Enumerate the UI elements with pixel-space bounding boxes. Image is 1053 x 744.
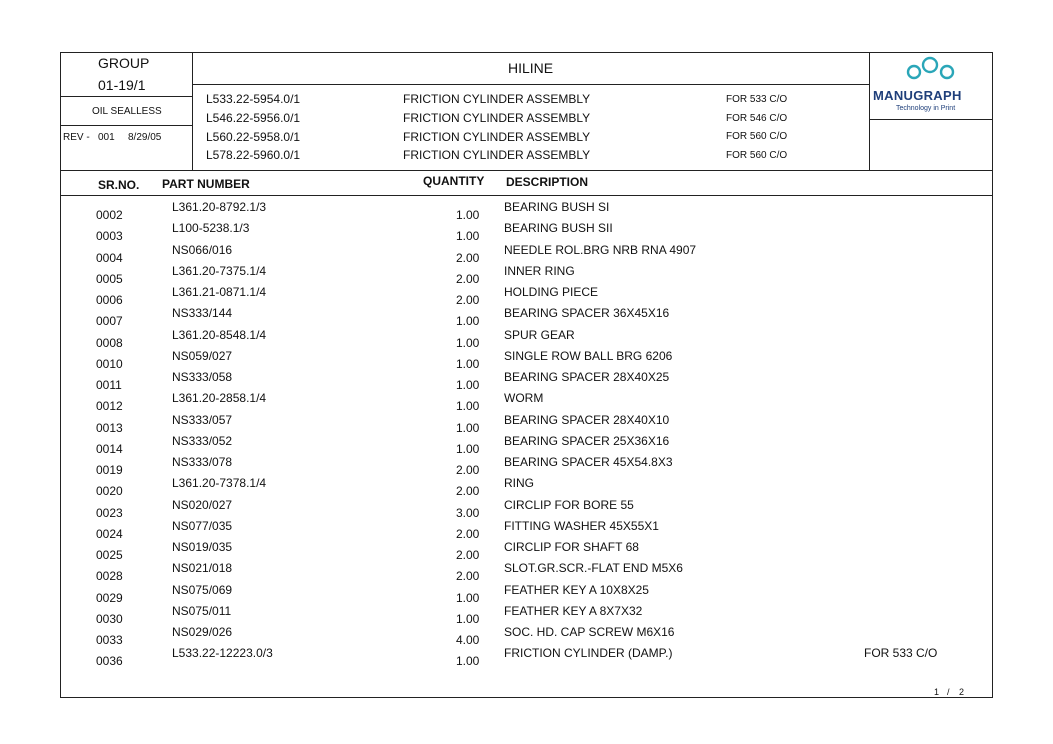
table-row — [0, 583, 1053, 604]
row-srno: 0028 — [96, 569, 123, 584]
divider — [60, 170, 993, 171]
row-quantity: 1.00 — [456, 208, 480, 222]
row-srno: 0012 — [96, 399, 123, 414]
row-srno: 0003 — [96, 229, 123, 244]
row-quantity: 2.00 — [456, 548, 480, 562]
row-quantity: 1.00 — [456, 590, 480, 605]
table-row — [0, 328, 1053, 349]
table-row — [0, 391, 1053, 412]
row-srno: 0006 — [96, 293, 123, 307]
row-description: INNER RING — [504, 263, 575, 278]
row-srno: 0033 — [96, 633, 123, 647]
row-description: RING — [504, 476, 534, 491]
table-row — [0, 604, 1053, 625]
row-part-number: L361.20-8792.1/3 — [172, 200, 267, 214]
revision-label: REV - — [63, 132, 90, 143]
page-total: 2 — [959, 687, 965, 697]
row-srno: 0005 — [96, 271, 123, 286]
assembly-part-number: L546.22-5956.0/1 — [206, 111, 301, 125]
row-srno: 0007 — [96, 314, 123, 329]
table-row — [0, 243, 1053, 264]
row-part-number: NS333/078 — [172, 455, 233, 469]
row-part-number: L361.20-2858.1/4 — [172, 391, 267, 406]
row-quantity: 1.00 — [456, 399, 480, 414]
row-part-number: NS077/035 — [172, 518, 233, 533]
document-title: HILINE — [508, 60, 554, 76]
assembly-description: FRICTION CYLINDER ASSEMBLY — [403, 92, 591, 106]
revision-date: 8/29/05 — [128, 132, 162, 143]
divider — [869, 119, 993, 120]
row-quantity: 2.00 — [456, 526, 480, 541]
divider — [192, 84, 869, 85]
row-quantity: 1.00 — [456, 420, 480, 435]
row-part-number: NS333/057 — [172, 412, 233, 427]
row-description: BEARING SPACER 25X36X16 — [504, 433, 670, 448]
row-srno: 0013 — [96, 420, 123, 435]
row-part-number: L361.21-0871.1/4 — [172, 285, 267, 299]
row-quantity: 2.00 — [456, 484, 480, 499]
table-row — [0, 349, 1053, 370]
row-part-number: L100-5238.1/3 — [172, 221, 250, 236]
table-row — [0, 306, 1053, 327]
table-row — [0, 540, 1053, 561]
row-quantity: 4.00 — [456, 633, 480, 647]
divider — [60, 125, 192, 126]
row-description: WORM — [504, 391, 544, 406]
row-description: CIRCLIP FOR SHAFT 68 — [504, 540, 639, 554]
table-row — [0, 264, 1053, 285]
row-srno: 0036 — [96, 654, 123, 669]
divider — [60, 96, 192, 97]
row-description: CIRCLIP FOR BORE 55 — [504, 497, 634, 512]
row-description: FITTING WASHER 45X55X1 — [504, 518, 659, 533]
row-part-number: NS029/026 — [172, 625, 233, 639]
table-row — [0, 625, 1053, 646]
row-quantity: 3.00 — [456, 505, 480, 520]
table-row — [0, 434, 1053, 455]
row-part-number: NS021/018 — [172, 561, 233, 576]
row-quantity: 2.00 — [456, 463, 480, 477]
row-quantity: 1.00 — [456, 229, 480, 244]
row-note: FOR 533 C/O — [864, 646, 938, 661]
row-description: FRICTION CYLINDER (DAMP.) — [504, 646, 673, 661]
row-srno: 0002 — [96, 208, 123, 222]
row-quantity: 1.00 — [456, 654, 480, 669]
table-row — [0, 455, 1053, 476]
row-srno: 0020 — [96, 484, 123, 499]
revision-number: 001 — [98, 132, 115, 143]
row-description: SINGLE ROW BALL BRG 6206 — [504, 348, 673, 363]
row-part-number: L361.20-7375.1/4 — [172, 263, 267, 278]
row-description: BEARING SPACER 45X54.8X3 — [504, 455, 673, 469]
column-header-part-number: PART NUMBER — [162, 177, 250, 191]
table-row — [0, 413, 1053, 434]
row-part-number: NS020/027 — [172, 497, 233, 512]
table-row — [0, 476, 1053, 497]
row-srno: 0014 — [96, 441, 123, 456]
row-srno: 0025 — [96, 548, 123, 562]
row-description: BEARING BUSH SII — [504, 221, 613, 236]
row-quantity: 2.00 — [456, 569, 480, 584]
page-separator: / — [947, 687, 950, 697]
table-row — [0, 370, 1053, 391]
table-row — [0, 646, 1053, 667]
row-quantity: 2.00 — [456, 250, 480, 265]
row-part-number: NS066/016 — [172, 242, 233, 257]
row-part-number: L361.20-7378.1/4 — [172, 476, 267, 491]
logo-wordmark: MANUGRAPH — [873, 88, 962, 103]
divider — [60, 195, 993, 196]
row-part-number: NS019/035 — [172, 540, 233, 554]
row-description: SPUR GEAR — [504, 327, 575, 342]
row-description: SOC. HD. CAP SCREW M6X16 — [504, 625, 675, 639]
row-srno: 0010 — [96, 356, 123, 371]
row-description: BEARING SPACER 28X40X25 — [504, 370, 670, 384]
group-label: GROUP — [98, 55, 150, 71]
table-row — [0, 285, 1053, 306]
row-quantity: 1.00 — [456, 378, 480, 392]
column-header-quantity: QUANTITY — [423, 174, 485, 188]
row-description: FEATHER KEY A 8X7X32 — [504, 603, 643, 618]
logo-tagline: Technology in Print — [896, 105, 956, 112]
manugraph-logo — [872, 54, 988, 118]
row-srno: 0023 — [96, 505, 123, 520]
row-srno: 0019 — [96, 463, 123, 477]
column-header-srno: SR.NO. — [98, 178, 140, 192]
row-part-number: NS333/052 — [172, 433, 233, 448]
assembly-part-number: L533.22-5954.0/1 — [206, 92, 301, 106]
row-srno: 0029 — [96, 590, 123, 605]
row-quantity: 1.00 — [456, 335, 480, 350]
row-part-number: NS333/058 — [172, 370, 233, 384]
row-srno: 0030 — [96, 611, 123, 626]
row-quantity: 2.00 — [456, 293, 480, 307]
row-srno: 0011 — [96, 378, 122, 392]
row-srno: 0008 — [96, 335, 123, 350]
row-description: BEARING SPACER 36X45X16 — [504, 306, 670, 321]
row-quantity: 1.00 — [456, 314, 480, 329]
row-part-number: NS075/011 — [172, 603, 232, 618]
row-quantity: 1.00 — [456, 611, 480, 626]
assembly-part-number: L560.22-5958.0/1 — [206, 130, 301, 144]
table-row — [0, 561, 1053, 582]
assembly-note: FOR 560 C/O — [726, 131, 788, 142]
row-quantity: 1.00 — [456, 441, 480, 456]
row-description: BEARING SPACER 28X40X10 — [504, 412, 670, 427]
column-header-description: DESCRIPTION — [506, 175, 589, 189]
row-description: NEEDLE ROL.BRG NRB RNA 4907 — [504, 242, 697, 257]
row-description: SLOT.GR.SCR.-FLAT END M5X6 — [504, 561, 683, 576]
row-srno: 0004 — [96, 250, 123, 265]
row-description: FEATHER KEY A 10X8X25 — [504, 582, 649, 597]
row-srno: 0024 — [96, 526, 123, 541]
row-description: HOLDING PIECE — [504, 285, 599, 299]
row-part-number: L533.22-12223.0/3 — [172, 646, 273, 661]
subgroup-label: OIL SEALLESS — [92, 106, 162, 117]
row-part-number: NS059/027 — [172, 348, 233, 363]
table-row — [0, 498, 1053, 519]
row-part-number: NS075/069 — [172, 582, 233, 597]
assembly-note: FOR 546 C/O — [726, 113, 788, 124]
assembly-description: FRICTION CYLINDER ASSEMBLY — [403, 130, 591, 144]
row-quantity: 1.00 — [456, 356, 480, 371]
table-row — [0, 221, 1053, 242]
divider — [192, 52, 193, 171]
group-code: 01-19/1 — [98, 77, 146, 93]
assembly-description: FRICTION CYLINDER ASSEMBLY — [403, 148, 591, 162]
row-quantity: 2.00 — [456, 271, 480, 286]
assembly-part-number: L578.22-5960.0/1 — [206, 148, 301, 162]
assembly-note: FOR 560 C/O — [726, 150, 788, 161]
table-row — [0, 200, 1053, 221]
row-part-number: L361.20-8548.1/4 — [172, 327, 267, 342]
divider — [869, 52, 870, 171]
page-number: 1 — [934, 687, 940, 697]
assembly-note: FOR 533 C/O — [726, 94, 788, 105]
row-description: BEARING BUSH SI — [504, 200, 610, 214]
assembly-description: FRICTION CYLINDER ASSEMBLY — [403, 111, 591, 125]
row-part-number: NS333/144 — [172, 306, 233, 321]
table-row — [0, 519, 1053, 540]
